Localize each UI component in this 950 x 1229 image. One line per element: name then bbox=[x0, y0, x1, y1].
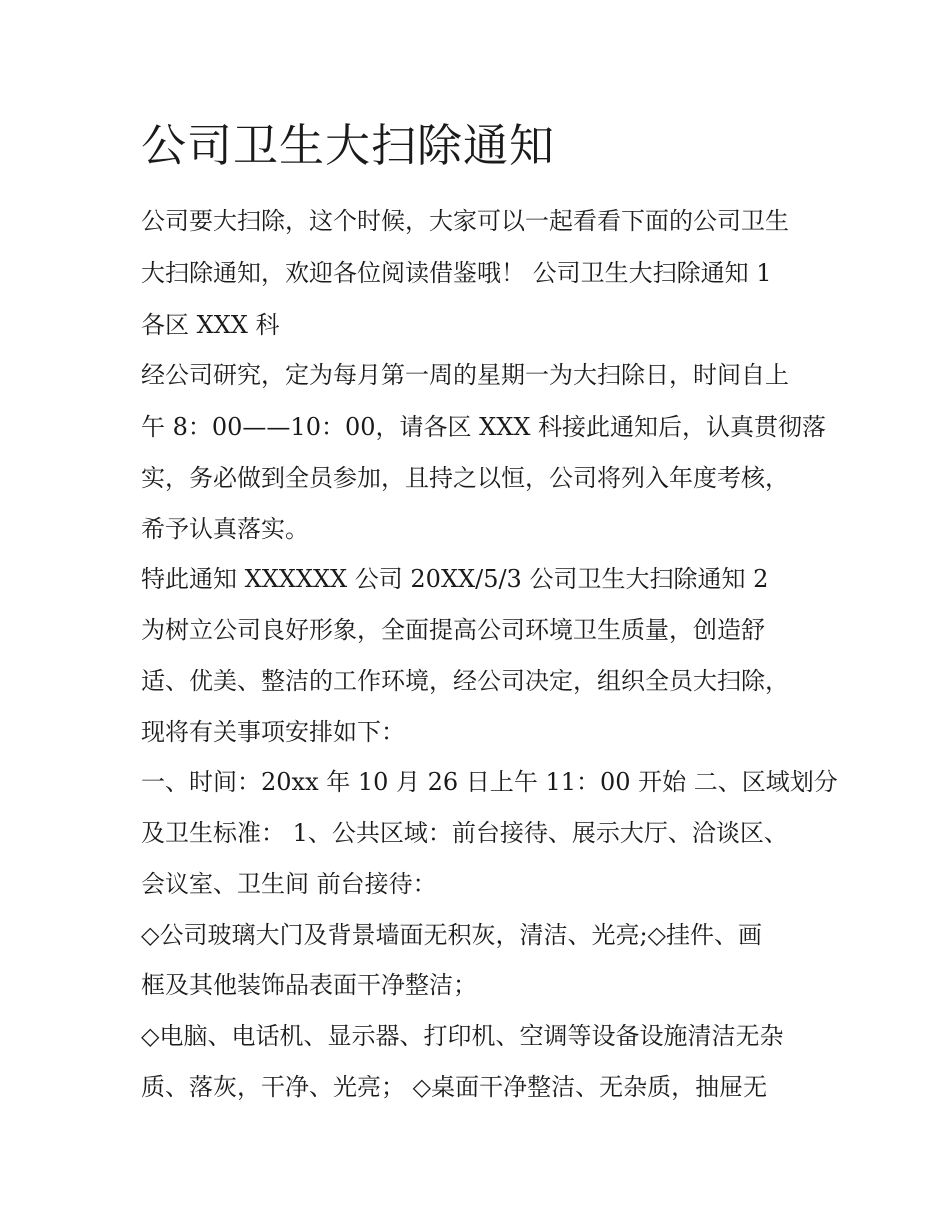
body-line: 一、时间：20xx 年 10 月 26 日上午 11：00 开始 二、区域划分 bbox=[141, 768, 838, 796]
body-line: 实，务必做到全员参加，且持之以恒，公司将列入年度考核， bbox=[141, 464, 789, 492]
body-line: 适、优美、整洁的工作环境，经公司决定，组织全员大扫除， bbox=[141, 667, 789, 695]
body-line: 特此通知 XXXXXX 公司 20XX/5/3 公司卫生大扫除通知 2 bbox=[141, 565, 769, 593]
body-line: 框及其他装饰品表面干净整洁； bbox=[141, 971, 477, 999]
body-line: 现将有关事项安排如下： bbox=[141, 718, 405, 746]
document-title: 公司卫生大扫除通知 bbox=[141, 119, 556, 172]
body-line: ◇电脑、电话机、显示器、打印机、空调等设备设施清洁无杂 bbox=[141, 1022, 784, 1050]
body-line: 希予认真落实。 bbox=[141, 515, 309, 543]
body-line: 各区 XXX 科 bbox=[141, 311, 280, 339]
body-line: 大扫除通知，欢迎各位阅读借鉴哦！ 公司卫生大扫除通知 1 bbox=[141, 259, 772, 287]
body-line: 经公司研究，定为每月第一周的星期一为大扫除日，时间自上 bbox=[141, 361, 789, 389]
body-line: 会议室、卫生间 前台接待： bbox=[141, 870, 437, 898]
body-line: 公司要大扫除，这个时候，大家可以一起看看下面的公司卫生 bbox=[141, 207, 789, 235]
body-line: 及卫生标准： 1、公共区域：前台接待、展示大厅、洽谈区、 bbox=[141, 819, 788, 847]
body-line: 为树立公司良好形象，全面提高公司环境卫生质量，创造舒 bbox=[141, 616, 765, 644]
body-line: 午 8：00——10：00，请各区 XXX 科接此通知后，认真贯彻落 bbox=[141, 413, 827, 441]
body-line: 质、落灰，干净、光亮； ◇桌面干净整洁、无杂质，抽屉无 bbox=[141, 1073, 768, 1101]
body-line: ◇公司玻璃大门及背景墙面无积灰，清洁、光亮;◇挂件、画 bbox=[141, 921, 762, 949]
